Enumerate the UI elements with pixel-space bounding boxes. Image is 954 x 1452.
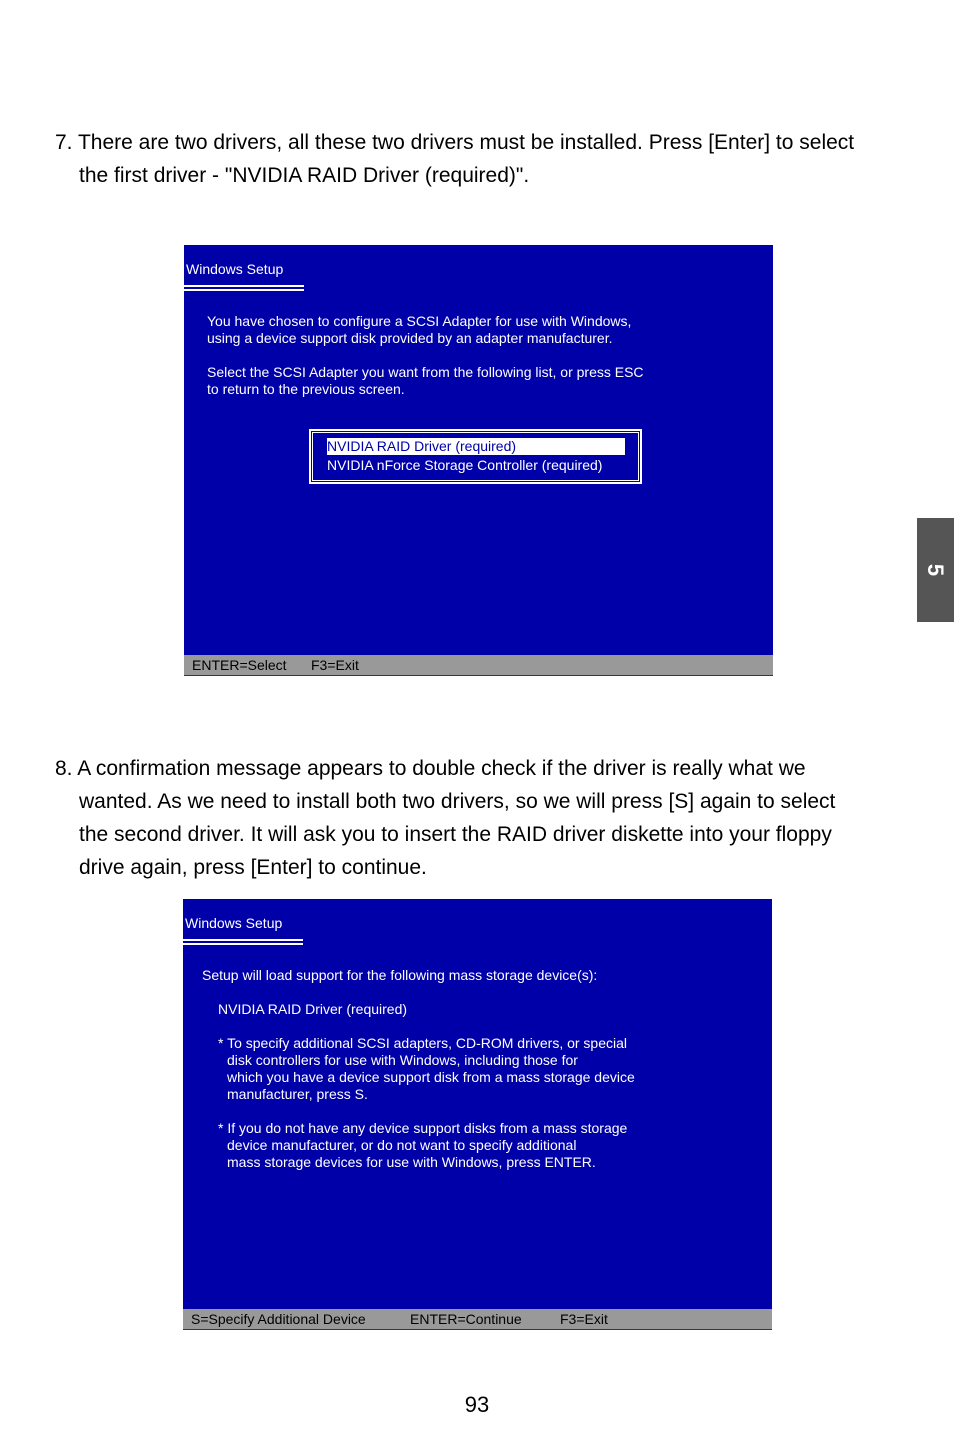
step-7-instructions bbox=[55, 126, 905, 192]
windows-setup-screen-2 bbox=[183, 899, 772, 1330]
status-bar bbox=[184, 655, 773, 675]
option-enter-text-line: mass storage devices for use with Windows, press ENTER. bbox=[227, 1154, 596, 1170]
option-enter-text-line: * If you do not have any device support disks from a mass storage bbox=[218, 1120, 628, 1136]
status-bar bbox=[183, 1309, 772, 1329]
step-8-line: the second driver. It will ask you to insert the RAID driver diskette into your floppy bbox=[79, 823, 832, 846]
scsi-adapter-list bbox=[309, 429, 642, 484]
step-8-line: wanted. As we need to install both two drivers, so we will press [S] again to select bbox=[79, 790, 836, 813]
option-s-text-line: * To specify additional SCSI adapters, CD-ROM drivers, or special bbox=[218, 1035, 628, 1051]
status-f3-exit: F3=Exit bbox=[311, 657, 359, 673]
step-8-instructions bbox=[55, 752, 905, 884]
screen-title: Windows Setup bbox=[186, 261, 284, 277]
screen-title: Windows Setup bbox=[185, 915, 283, 931]
intro-text-line: using a device support disk provided by an adapter manufacturer. bbox=[207, 330, 613, 346]
page-number: 93 bbox=[464, 1392, 490, 1417]
instruction-text-line: Select the SCSI Adapter you want from the following list, or press ESC bbox=[207, 364, 644, 380]
list-item-nvidia-raid-driver[interactable]: NVIDIA RAID Driver (required) bbox=[327, 438, 625, 455]
status-f3-exit: F3=Exit bbox=[560, 1311, 608, 1327]
option-s-text-line: disk controllers for use with Windows, including those for bbox=[227, 1052, 578, 1068]
title-underline bbox=[183, 939, 303, 945]
windows-setup-screen-1 bbox=[184, 245, 773, 676]
load-support-text: Setup will load support for the following mass storage device(s): bbox=[202, 967, 598, 983]
step-7-line: 7. There are two drivers, all these two drivers must be installed. Press [Enter] to select bbox=[55, 131, 855, 154]
step-8-line: drive again, press [Enter] to continue. bbox=[79, 856, 427, 879]
list-item-nvidia-nforce-storage-controller[interactable]: NVIDIA nForce Storage Controller (required) bbox=[327, 457, 603, 473]
option-s-text-line: which you have a device support disk from a mass storage device bbox=[227, 1069, 635, 1085]
status-enter-select: ENTER=Select bbox=[192, 657, 287, 673]
intro-text-line: You have chosen to configure a SCSI Adapter for use with Windows, bbox=[207, 313, 632, 329]
option-enter-text-line: device manufacturer, or do not want to specify additional bbox=[227, 1137, 577, 1153]
selected-driver-name: NVIDIA RAID Driver (required) bbox=[218, 1001, 408, 1017]
step-7-line: the first driver - "NVIDIA RAID Driver (required)". bbox=[79, 164, 530, 187]
title-underline bbox=[184, 285, 304, 291]
chapter-number: 5 bbox=[923, 563, 949, 577]
status-enter-continue: ENTER=Continue bbox=[410, 1311, 522, 1327]
chapter-tab bbox=[917, 518, 954, 622]
status-specify-additional-device: S=Specify Additional Device bbox=[191, 1311, 366, 1327]
option-s-text-line: manufacturer, press S. bbox=[227, 1086, 368, 1102]
step-8-line: 8. A confirmation message appears to double check if the driver is really what we bbox=[55, 757, 806, 780]
instruction-text-line: to return to the previous screen. bbox=[207, 381, 405, 397]
